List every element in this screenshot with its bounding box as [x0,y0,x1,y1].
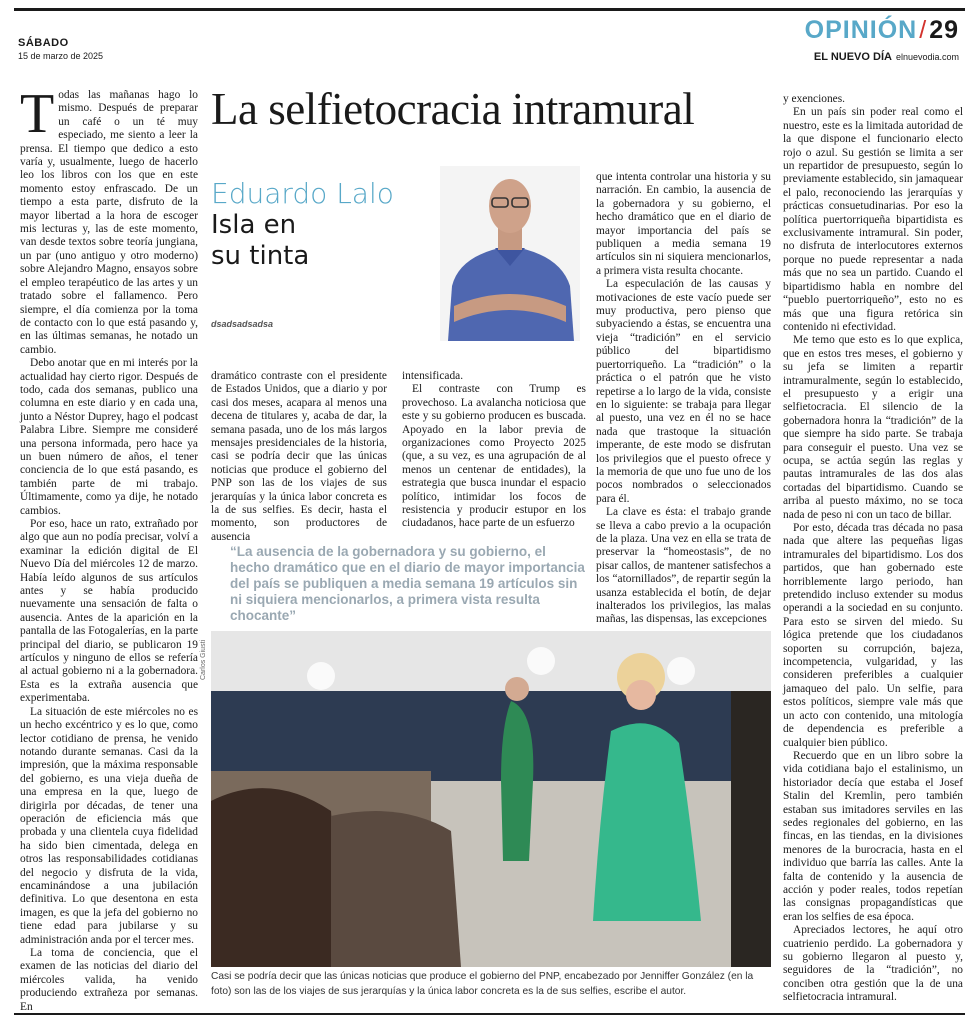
newspaper-title: EL NUEVO DÍA [813,51,892,63]
paragraph: intensificada. [402,370,464,382]
paragraph: Por eso, hace un rato, extrañado por algo que aun no podía precisar, volví a examinar la edición digital de El Nuevo Día del miércoles 12 de marzo. Había leído algunos de sus artículos antes y se había producido nuevamente una sensación de falta o ausencia. Antes de la aparición en la pantalla de las Fotogalerías, en la parte principal del diario, se publicaron 19 artículos y ninguno de ellos se refería al actual gobierno ni a la gobernadora. Esta es la extraña ausencia que experimentaba. [20,518,198,705]
paragraph: La situación de este miércoles no es un hecho excéntrico y es lo que, como lector cotidiano de prensa, he venido notando durante semanas. Casi da la impresión, que la máxima responsable del gobierno, es una vieja dueña de una empresa en la que, luego de dirigirla por décadas, de tener una operación de eficiencia más que probada y una clientela cuya fidelidad ha sido bien cimentada, delega en otros las responsabilidades cotidianas del negocio y disfruta de la vida, encaminándose a una jubilación definitiva. Lo que desentona en esta imagen, es que la jefa del gobierno no tiene edad para jubilarse y su administración anda por el tercer mes. [20,705,198,946]
paragraph: El contraste con Trump es provechoso. La avalancha noticiosa que este y su gobierno producen es buscada. Apoyado en la labor previa de organizaciones como Proyecto 2025 (que, a su vez, es una agrupación de al menos un centenar de entidades), la estrategia que busca inundar el espacio político, intimidar los focos de resistencia y producir estupor en los ciudadanos, hace parte de un esfuerzo [402,383,586,530]
paragraph: La toma de conciencia, que el examen de las noticias del diario del miércoles valida, ha venido produciendo extrañeza por semanas. En [20,947,198,1013]
paragraph: dramático contraste con el presidente de Estados Unidos, que a diario y por casi dos meses, acapara al menos una decena de titulares y, acaba de dar, la semana pasada, uno de los más largos mensajes presidenciales de la historia, casi se podría decir que las únicas noticias que produce el gobierno del PNP son las de los viajes de sus jerarquías y la única labor concreta es la de sus selfies. Es decir, hasta el momento, son productores de ausencia [211,370,387,543]
paragraph: Me temo que esto es lo que explica, que en estos tres meses, el gobierno y su jefa se limiten a repartir intramuralmente, según lo establecido, el presupuesto y a erigir una selfietocracia. El silencio de la gobernadora honra la “tradición” de la que siempre ha sido parte. Se trabaja para conseguir el puesto. Una vez se ocupa, se actúa según las reglas y pautas intramurales de las dos alas cortadas del bipartidismo. Cuando se arriba al puesto máximo, no se toca nada de peso ni con un taco de billar. [783,334,963,521]
column-2 [211,370,387,544]
photo-caption: Casi se podría decir que las únicas noticias que produce el gobierno del PNP, encabezado por Jenniffer González (en la foto) son las de los viajes de sus jerarquías y la única labor concreta es la de sus selfies, escribe el autor. [211,971,754,997]
column-3 [402,370,586,531]
column-name [211,210,309,272]
author-photo [440,166,580,341]
drop-cap: T [20,83,55,145]
paragraph: y exenciones. [783,93,845,105]
paragraph: La especulación de las causas y motivaciones de este vacío puede ser muy productiva, pero pienso que subyaciendo a éstas, se encuentra una vieja “tradición” en el servicio público del bipartidismo puertorriqueño. La “tradición” o la práctica o el patrón que he visto repetirse a lo largo de la vida, consiste en lo siguiente: se trabaja para llegar al puesto, una vez en él no se hace nada que trastoque la situación imperante, de este modo se disfrutan los privilegios que el puesto ofrece y la memoria de que uno fue uno de los pocos nombrados o seleccionados para él. [596,278,771,505]
column-4 [596,171,771,627]
paragraph: odas las mañanas hago lo mismo. Después de preparar un café o un té muy especiado, me siento a leer la prensa. El tiempo que dedico a esto varía y, usualmente, luego de hacerlo leo los libros con los que en este momento estoy enfrascado. De un tiempo a esta parte, disfruto de la mayor libertad a la hora de escoger mis lecturas y, las de este momento, van desde textos sobre teoría jungiana, un par (uno antiguo y otro moderno) sobre Alejandro Magno, ensayos sobre el empleo terapéutico de las artes y un tratado sobre el fallamenco. Pero siempre, el día comienza por la toma de contacto con lo que está pasando y, en las últimas semanas, he notado un cambio. [20,89,198,356]
paragraph: En un país sin poder real como el nuestro, este es la limitada autoridad de la que dispone el funcionario electo rojo o azul. Su gestión se limita a ser un repartidor de presupuesto, según lo previamente establecido, sin jamaquear el palo, reconociendo las jerarquías y prácticas consuetudinarias. Por eso la política puertorriqueña bipartidista es exclusivamente intramural. Sin poder, no disfruta de interlocutores externos porque no puede representar a nada más que no sea un partido. Cuando el bipartidismo habla en nombre del “pueblo puertorriqueño”, esto no es más que una figura retórica sin contenido ni efectividad. [783,106,963,333]
byline-tag: dsadsadsadsa [211,319,274,329]
date-full: 15 de marzo de 2025 [18,51,104,61]
pull-quote: “La ausencia de la gobernadora y su gobierno, el hecho dramático que en el diario de mayor importancia del país se publiquen a media semana 19 artículos sin ni siquiera mencionarlos, a primera vista resulta chocante” [230,544,585,623]
date-day: SÁBADO [18,37,69,49]
paragraph: Debo anotar que en mi interés por la actualidad hay cierto rigor. Después de todo, cada dos semanas, publico una columna en este diario y en cada una, junto a Néstor Duprey, hago el podcast Palabra Libre. Siempre me consideré una persona informada, pero hace ya un buen número de años, el tener conciencia de lo que está pasando, es también parte de mi trabajo. Últimamente, como ya dije, he notado cambios. [20,357,198,517]
main-photo [211,631,771,967]
photo-credit: Carlos Giusti [200,639,207,680]
paragraph: que intenta controlar una historia y su narración. En cambio, la ausencia de la gobernadora y su gobierno, el hecho dramático que en el diario de mayor importancia del país se publiquen a media semana 19 artículos sin ni siquiera mencionarlos, a primera vista resulta chocante. [596,171,771,277]
bottom-rule [14,1013,965,1015]
page-number: 29 [929,16,959,44]
column-name-line2: su tinta [211,241,310,271]
newspaper-name [814,51,959,63]
paragraph: Recuerdo que en un libro sobre la vida cotidiana bajo el estalinismo, un historiador decía que estaba el Josef Stalin del Kremlin, pero también estaban sus imitadores serviles en las sedes regionales del gobierno, en las fincas, en las tiendas, en la divisiones menores de la burocracia, hasta en el individuo que barría las calles. Ante la falta de contenido y la ausencia de acción y poder reales, todos repetían las consignas propagandísticas que eran los selfies de esa época. [783,749,963,923]
column-name-line1: Isla en [211,210,297,240]
paragraph: La clave es ésta: el trabajo grande se lleva a cabo previo a la ocupación de la plaza. Una vez en ella se trata de preservar la “homeostasis”, de no pisar callos, de mantener satisfechos a los “atornillados”, de repartir según la usanza establecida el botín, de dejar inalterados los privilegios, las malas mañas, las dispensas, las excepciones [596,506,771,626]
column-1 [20,83,198,1014]
paragraph: Apreciados lectores, he aquí otro cuatrienio perdido. La gobernadora y su gobierno llegaron al puesto y, seguidores de la “tradición”, no conciben otra gestión que la de una selfietocracia intramural. [783,924,963,1004]
slash-divider: / [919,16,928,44]
author-name: Eduardo Lalo [211,177,394,210]
top-rule [14,8,965,11]
headline: La selfietocracia intramural [211,84,695,134]
paragraph: Por esto, década tras década no pasa nada que altere las pequeñas ligas intramurales del bipartidismo. Los dos partidos, que han gobernado este horriblemente largo periodo, han pretendido incluso extender su modus operandi a la sociedad en su conjunto. Para esto se sirven del miedo. Su lógica pretende que los ciudadanos soporten su corrupción, bajeza, incompetencia, vulgaridad, y las consideren preferibles a cualquier jamaqueo del palo. Un selfie, para estos políticos, siempre vale más que un acto con contenido, una mitología de dependencia es preferible a cualquier bien público. [783,522,963,749]
website: elnuevodia.com [895,52,959,62]
section-name: OPINIÓN [804,16,918,44]
column-5 [783,93,963,1005]
section-header [805,16,959,45]
